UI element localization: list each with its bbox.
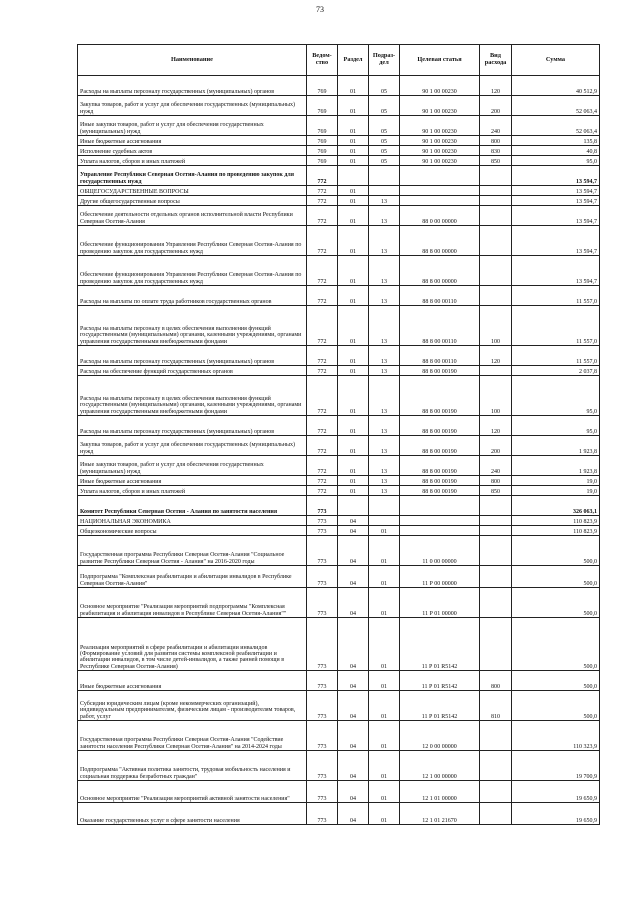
cell-target-article: 12 1 00 00000	[400, 751, 480, 781]
cell-target-article: 11 0 00 00000	[400, 536, 480, 566]
cell-expense-type: 800	[480, 476, 512, 486]
cell-department: 772	[307, 486, 338, 496]
cell-amount: 11 557,0	[512, 346, 600, 366]
cell-name: Иные бюджетные ассигнования	[78, 476, 307, 486]
cell-expense-type	[480, 536, 512, 566]
cell-department: 773	[307, 526, 338, 536]
cell-amount: 1 923,8	[512, 456, 600, 476]
cell-subsection: 05	[369, 76, 400, 96]
cell-target-article: 88 8 00 00190	[400, 456, 480, 476]
page-number: 73	[316, 5, 324, 14]
cell-expense-type: 120	[480, 346, 512, 366]
header-department: Ведом-ство	[307, 45, 338, 76]
header-subsection: Подраз-дел	[369, 45, 400, 76]
table-row	[78, 781, 600, 803]
cell-amount: 40 512,9	[512, 76, 600, 96]
cell-department: 772	[307, 286, 338, 306]
cell-target-article: 11 Р 01 R5142	[400, 691, 480, 721]
cell-amount: 500,0	[512, 671, 600, 691]
cell-section: 01	[338, 196, 369, 206]
cell-name: Обеспечение функционирования Управления Республики Северная Осетия-Алания по проведению закупок для государственных нужд	[78, 226, 307, 256]
cell-target-article: 12 1 01 21670	[400, 803, 480, 825]
table-row	[78, 256, 600, 286]
cell-section: 01	[338, 206, 369, 226]
cell-section: 01	[338, 436, 369, 456]
cell-department: 773	[307, 751, 338, 781]
cell-subsection	[369, 166, 400, 186]
cell-subsection	[369, 516, 400, 526]
cell-expense-type	[480, 721, 512, 751]
cell-target-article: 88 8 00 00190	[400, 486, 480, 496]
cell-department: 773	[307, 691, 338, 721]
cell-department: 773	[307, 803, 338, 825]
cell-amount: 19,0	[512, 486, 600, 496]
cell-expense-type	[480, 781, 512, 803]
cell-section: 01	[338, 96, 369, 116]
cell-name: Основное мероприятие "Реализация мероприятий подпрограммы "Комплексная реабилитация и абилитация инвалидов в Республике Северная Осетия-Алания""	[78, 588, 307, 618]
cell-expense-type	[480, 166, 512, 186]
cell-amount: 110 323,9	[512, 721, 600, 751]
cell-expense-type	[480, 366, 512, 376]
cell-amount: 13 594,7	[512, 166, 600, 186]
cell-subsection: 01	[369, 671, 400, 691]
cell-name: Закупка товаров, работ и услуг для обеспечения государственных (муниципальных) нужд	[78, 96, 307, 116]
cell-section: 01	[338, 456, 369, 476]
cell-target-article: 11 Р 01 R5142	[400, 618, 480, 671]
cell-expense-type: 120	[480, 76, 512, 96]
table-row	[78, 721, 600, 751]
cell-name: Подпрограмма "Активная политика занятости, трудовая мобильность населения и социальная поддержка безработных граждан"	[78, 751, 307, 781]
table-row	[78, 186, 600, 196]
cell-amount: 40,8	[512, 146, 600, 156]
cell-target-article	[400, 516, 480, 526]
cell-expense-type: 240	[480, 116, 512, 136]
table-row	[78, 346, 600, 366]
cell-amount: 19,0	[512, 476, 600, 486]
cell-subsection: 01	[369, 536, 400, 566]
cell-amount: 500,0	[512, 536, 600, 566]
cell-department: 769	[307, 136, 338, 146]
cell-amount: 11 557,0	[512, 306, 600, 346]
cell-department: 772	[307, 456, 338, 476]
cell-department: 772	[307, 376, 338, 416]
cell-subsection: 05	[369, 116, 400, 136]
cell-amount: 135,8	[512, 136, 600, 146]
cell-expense-type	[480, 226, 512, 256]
cell-amount: 110 823,9	[512, 526, 600, 536]
cell-name: Общеэкономические вопросы	[78, 526, 307, 536]
cell-section: 04	[338, 526, 369, 536]
cell-target-article: 88 0 00 00000	[400, 206, 480, 226]
cell-department: 772	[307, 306, 338, 346]
cell-department: 769	[307, 76, 338, 96]
table-row	[78, 751, 600, 781]
table-row	[78, 476, 600, 486]
table-row	[78, 76, 600, 96]
cell-target-article	[400, 496, 480, 516]
cell-department: 772	[307, 226, 338, 256]
cell-subsection: 13	[369, 226, 400, 256]
cell-name: Расходы на выплаты по оплате труда работников государственных органов	[78, 286, 307, 306]
cell-section: 04	[338, 751, 369, 781]
header-name: Наименование	[78, 45, 307, 76]
cell-subsection: 13	[369, 416, 400, 436]
cell-subsection: 01	[369, 721, 400, 751]
table-row	[78, 536, 600, 566]
cell-department: 772	[307, 166, 338, 186]
cell-name: Обеспечение функционирования Управления Республики Северная Осетия-Алания по проведению закупок для государственных нужд	[78, 256, 307, 286]
cell-expense-type: 800	[480, 136, 512, 146]
cell-target-article	[400, 186, 480, 196]
cell-subsection: 13	[369, 456, 400, 476]
cell-target-article: 88 8 00 00000	[400, 256, 480, 286]
cell-section: 01	[338, 136, 369, 146]
cell-name: Комитет Республики Северная Осетия - Алания по занятости населения	[78, 496, 307, 516]
cell-amount: 13 594,7	[512, 206, 600, 226]
cell-expense-type: 830	[480, 146, 512, 156]
cell-section: 01	[338, 226, 369, 256]
cell-target-article: 90 1 00 00230	[400, 136, 480, 146]
cell-expense-type	[480, 196, 512, 206]
cell-name: Подпрограмма "Комплексная реабилитация и абилитация инвалидов в Республике Северная Осетия-Алания"	[78, 566, 307, 588]
table-row	[78, 588, 600, 618]
cell-department: 772	[307, 416, 338, 436]
cell-section: 01	[338, 256, 369, 286]
cell-name: Другие общегосударственные вопросы	[78, 196, 307, 206]
cell-name: Расходы на выплаты персоналу государственных (муниципальных) органов	[78, 416, 307, 436]
cell-name: Иные бюджетные ассигнования	[78, 671, 307, 691]
cell-target-article: 88 8 00 00190	[400, 376, 480, 416]
cell-section: 01	[338, 146, 369, 156]
cell-expense-type: 850	[480, 486, 512, 496]
cell-section: 04	[338, 618, 369, 671]
cell-department: 772	[307, 476, 338, 486]
header-target-article: Целевая статья	[400, 45, 480, 76]
cell-section: 01	[338, 416, 369, 436]
cell-name: Субсидии юридическим лицам (кроме некоммерческих организаций), индивидуальным предпринимателям, физическим лицам - производителям товаров, работ, услуг	[78, 691, 307, 721]
cell-expense-type	[480, 286, 512, 306]
cell-target-article: 88 8 00 00190	[400, 436, 480, 456]
cell-target-article	[400, 166, 480, 186]
table-row	[78, 566, 600, 588]
cell-department: 773	[307, 536, 338, 566]
cell-amount: 326 063,1	[512, 496, 600, 516]
cell-department: 769	[307, 96, 338, 116]
cell-name: Иные закупки товаров, работ и услуг для обеспечения государственных (муниципальных) нужд	[78, 116, 307, 136]
cell-expense-type	[480, 526, 512, 536]
cell-expense-type	[480, 496, 512, 516]
cell-department: 773	[307, 721, 338, 751]
cell-amount: 13 594,7	[512, 186, 600, 196]
cell-subsection	[369, 496, 400, 516]
cell-expense-type: 200	[480, 436, 512, 456]
cell-department: 772	[307, 256, 338, 286]
table-row	[78, 618, 600, 671]
cell-name: Обеспечение деятельности отдельных органов исполнительной власти Республики Северная Осетия-Алания	[78, 206, 307, 226]
cell-target-article: 90 1 00 00230	[400, 96, 480, 116]
cell-target-article: 90 1 00 00230	[400, 146, 480, 156]
cell-department: 773	[307, 496, 338, 516]
cell-target-article: 88 8 00 00110	[400, 306, 480, 346]
cell-expense-type: 100	[480, 306, 512, 346]
cell-section: 01	[338, 76, 369, 96]
table-row	[78, 456, 600, 476]
cell-subsection: 01	[369, 588, 400, 618]
cell-department: 769	[307, 116, 338, 136]
cell-target-article: 90 1 00 00230	[400, 76, 480, 96]
cell-amount: 1 923,8	[512, 436, 600, 456]
cell-name: Уплата налогов, сборов и иных платежей	[78, 156, 307, 166]
cell-amount: 95,0	[512, 156, 600, 166]
cell-amount: 500,0	[512, 691, 600, 721]
cell-subsection	[369, 186, 400, 196]
cell-section: 04	[338, 536, 369, 566]
table-row	[78, 516, 600, 526]
cell-expense-type	[480, 256, 512, 286]
table-row	[78, 116, 600, 136]
cell-department: 773	[307, 566, 338, 588]
cell-subsection: 13	[369, 306, 400, 346]
cell-name: Оказание государственных услуг в сфере занятости населения	[78, 803, 307, 825]
cell-subsection: 13	[369, 436, 400, 456]
cell-target-article: 90 1 00 00230	[400, 116, 480, 136]
cell-expense-type	[480, 751, 512, 781]
cell-section	[338, 496, 369, 516]
cell-department: 772	[307, 436, 338, 456]
cell-name: Государственная программа Республики Северная Осетия-Алания "Социальное развитие Республики Северная Осетия - Алания" на 2016-2020 годы	[78, 536, 307, 566]
cell-department: 769	[307, 146, 338, 156]
cell-name: ОБЩЕГОСУДАРСТВЕННЫЕ ВОПРОСЫ	[78, 186, 307, 196]
cell-department: 772	[307, 186, 338, 196]
cell-section: 04	[338, 566, 369, 588]
table-row	[78, 366, 600, 376]
cell-expense-type: 120	[480, 416, 512, 436]
cell-section: 04	[338, 721, 369, 751]
budget-table	[77, 44, 600, 825]
cell-name: Основное мероприятие "Реализация мероприятий активной занятости населения"	[78, 781, 307, 803]
cell-expense-type	[480, 803, 512, 825]
cell-expense-type: 100	[480, 376, 512, 416]
cell-target-article	[400, 526, 480, 536]
table-row	[78, 526, 600, 536]
cell-target-article: 12 1 01 00000	[400, 781, 480, 803]
cell-subsection: 01	[369, 803, 400, 825]
table-row	[78, 206, 600, 226]
cell-expense-type: 800	[480, 671, 512, 691]
table-row	[78, 306, 600, 346]
cell-expense-type: 200	[480, 96, 512, 116]
cell-section: 01	[338, 116, 369, 136]
table-row	[78, 286, 600, 306]
cell-name: НАЦИОНАЛЬНАЯ ЭКОНОМИКА	[78, 516, 307, 526]
cell-target-article: 88 8 00 00190	[400, 366, 480, 376]
cell-department: 772	[307, 206, 338, 226]
cell-section: 04	[338, 516, 369, 526]
cell-subsection: 01	[369, 566, 400, 588]
cell-expense-type	[480, 588, 512, 618]
cell-department: 772	[307, 196, 338, 206]
cell-subsection: 01	[369, 781, 400, 803]
cell-subsection: 13	[369, 346, 400, 366]
cell-target-article: 11 Р 01 00000	[400, 588, 480, 618]
cell-department: 772	[307, 346, 338, 366]
cell-section: 04	[338, 803, 369, 825]
cell-expense-type: 240	[480, 456, 512, 476]
cell-section: 01	[338, 486, 369, 496]
cell-section: 01	[338, 366, 369, 376]
cell-amount: 11 557,0	[512, 286, 600, 306]
cell-target-article: 11 Р 00 00000	[400, 566, 480, 588]
table-row	[78, 96, 600, 116]
table-row	[78, 166, 600, 186]
cell-amount: 95,0	[512, 416, 600, 436]
cell-name: Исполнение судебных актов	[78, 146, 307, 156]
cell-expense-type	[480, 516, 512, 526]
cell-amount: 52 063,4	[512, 116, 600, 136]
table-body	[78, 76, 600, 825]
cell-target-article: 11 Р 01 R5142	[400, 671, 480, 691]
cell-expense-type	[480, 206, 512, 226]
cell-subsection: 05	[369, 96, 400, 116]
cell-name: Иные бюджетные ассигнования	[78, 136, 307, 146]
cell-name: Закупка товаров, работ и услуг для обеспечения государственных (муниципальных) нужд	[78, 436, 307, 456]
cell-section: 01	[338, 156, 369, 166]
cell-subsection: 05	[369, 136, 400, 146]
cell-target-article: 88 8 00 00110	[400, 346, 480, 366]
cell-subsection: 13	[369, 206, 400, 226]
cell-name: Уплата налогов, сборов и иных платежей	[78, 486, 307, 496]
cell-amount: 13 594,7	[512, 196, 600, 206]
cell-department: 769	[307, 156, 338, 166]
cell-section: 01	[338, 346, 369, 366]
cell-section: 01	[338, 306, 369, 346]
cell-name: Реализация мероприятий в сфере реабилитации и абилитации инвалидов (Формирование условий для развития системы комплексной реабилитации и абилитации инвалидов, в том числе детей-инвалидов, а также ранней помощи в Республике Северная Осетия-Алания)	[78, 618, 307, 671]
cell-name: Расходы на обеспечение функций государственных органов	[78, 366, 307, 376]
cell-target-article	[400, 196, 480, 206]
cell-target-article: 88 8 00 00190	[400, 476, 480, 486]
table-row	[78, 691, 600, 721]
header-section: Раздел	[338, 45, 369, 76]
header-expense-type: Вид расхода	[480, 45, 512, 76]
table-row	[78, 671, 600, 691]
cell-name: Расходы на выплаты персоналу в целях обеспечения выполнения функций государственными (муниципальными) органами, казенными учреждениями, органами управления государственными внебюджетными фондами	[78, 306, 307, 346]
cell-section: 04	[338, 781, 369, 803]
cell-subsection: 13	[369, 196, 400, 206]
cell-subsection: 13	[369, 476, 400, 486]
cell-section: 01	[338, 286, 369, 306]
cell-department: 773	[307, 671, 338, 691]
cell-expense-type: 810	[480, 691, 512, 721]
cell-department: 772	[307, 366, 338, 376]
table-row	[78, 146, 600, 156]
header-amount: Сумма	[512, 45, 600, 76]
cell-subsection: 13	[369, 286, 400, 306]
cell-name: Расходы на выплаты персоналу государственных (муниципальных) органов	[78, 76, 307, 96]
table-row	[78, 436, 600, 456]
table-row	[78, 416, 600, 436]
cell-subsection: 13	[369, 256, 400, 286]
table-row	[78, 136, 600, 146]
cell-target-article: 12 0 00 00000	[400, 721, 480, 751]
cell-section: 04	[338, 671, 369, 691]
cell-amount: 19 700,9	[512, 751, 600, 781]
table-row	[78, 376, 600, 416]
cell-section: 04	[338, 588, 369, 618]
cell-name: Управление Республики Северная Осетия-Алания по проведению закупок для государственных нужд	[78, 166, 307, 186]
cell-name: Расходы на выплаты персоналу государственных (муниципальных) органов	[78, 346, 307, 366]
cell-amount: 19 650,9	[512, 781, 600, 803]
cell-target-article: 88 8 00 00110	[400, 286, 480, 306]
cell-department: 773	[307, 588, 338, 618]
cell-subsection: 01	[369, 618, 400, 671]
cell-subsection: 13	[369, 486, 400, 496]
cell-subsection: 01	[369, 751, 400, 781]
cell-target-article: 88 8 00 00190	[400, 416, 480, 436]
table-row	[78, 803, 600, 825]
cell-subsection: 01	[369, 691, 400, 721]
cell-section	[338, 166, 369, 186]
cell-subsection: 05	[369, 156, 400, 166]
cell-amount: 500,0	[512, 618, 600, 671]
cell-amount: 13 594,7	[512, 256, 600, 286]
table-row	[78, 196, 600, 206]
table-row	[78, 156, 600, 166]
cell-subsection: 05	[369, 146, 400, 156]
cell-amount: 52 063,4	[512, 96, 600, 116]
cell-amount: 110 823,9	[512, 516, 600, 526]
cell-subsection: 13	[369, 366, 400, 376]
cell-name: Иные закупки товаров, работ и услуг для обеспечения государственных (муниципальных) нужд	[78, 456, 307, 476]
table-row	[78, 486, 600, 496]
cell-amount: 2 037,8	[512, 366, 600, 376]
cell-expense-type	[480, 186, 512, 196]
cell-target-article: 88 8 00 00000	[400, 226, 480, 256]
cell-amount: 500,0	[512, 588, 600, 618]
cell-target-article: 90 1 00 00230	[400, 156, 480, 166]
cell-amount: 95,0	[512, 376, 600, 416]
cell-name: Расходы на выплаты персоналу в целях обеспечения выполнения функций государственными (муниципальными) органами, казенными учреждениями, органами управления государственными внебюджетными фондами	[78, 376, 307, 416]
table-header-row	[78, 45, 600, 76]
cell-amount: 500,0	[512, 566, 600, 588]
cell-expense-type: 850	[480, 156, 512, 166]
table-row	[78, 496, 600, 516]
table-row	[78, 226, 600, 256]
cell-name: Государственная программа Республики Северная Осетия-Алания "Содействие занятости населения Республики Северная Осетия-Алания" на 2014-2024 годы	[78, 721, 307, 751]
cell-section: 04	[338, 691, 369, 721]
cell-expense-type	[480, 566, 512, 588]
cell-section: 01	[338, 186, 369, 196]
cell-amount: 13 594,7	[512, 226, 600, 256]
cell-expense-type	[480, 618, 512, 671]
cell-department: 773	[307, 618, 338, 671]
cell-subsection: 01	[369, 526, 400, 536]
cell-section: 01	[338, 376, 369, 416]
cell-amount: 19 650,9	[512, 803, 600, 825]
cell-department: 773	[307, 781, 338, 803]
cell-department: 773	[307, 516, 338, 526]
cell-section: 01	[338, 476, 369, 486]
cell-subsection: 13	[369, 376, 400, 416]
